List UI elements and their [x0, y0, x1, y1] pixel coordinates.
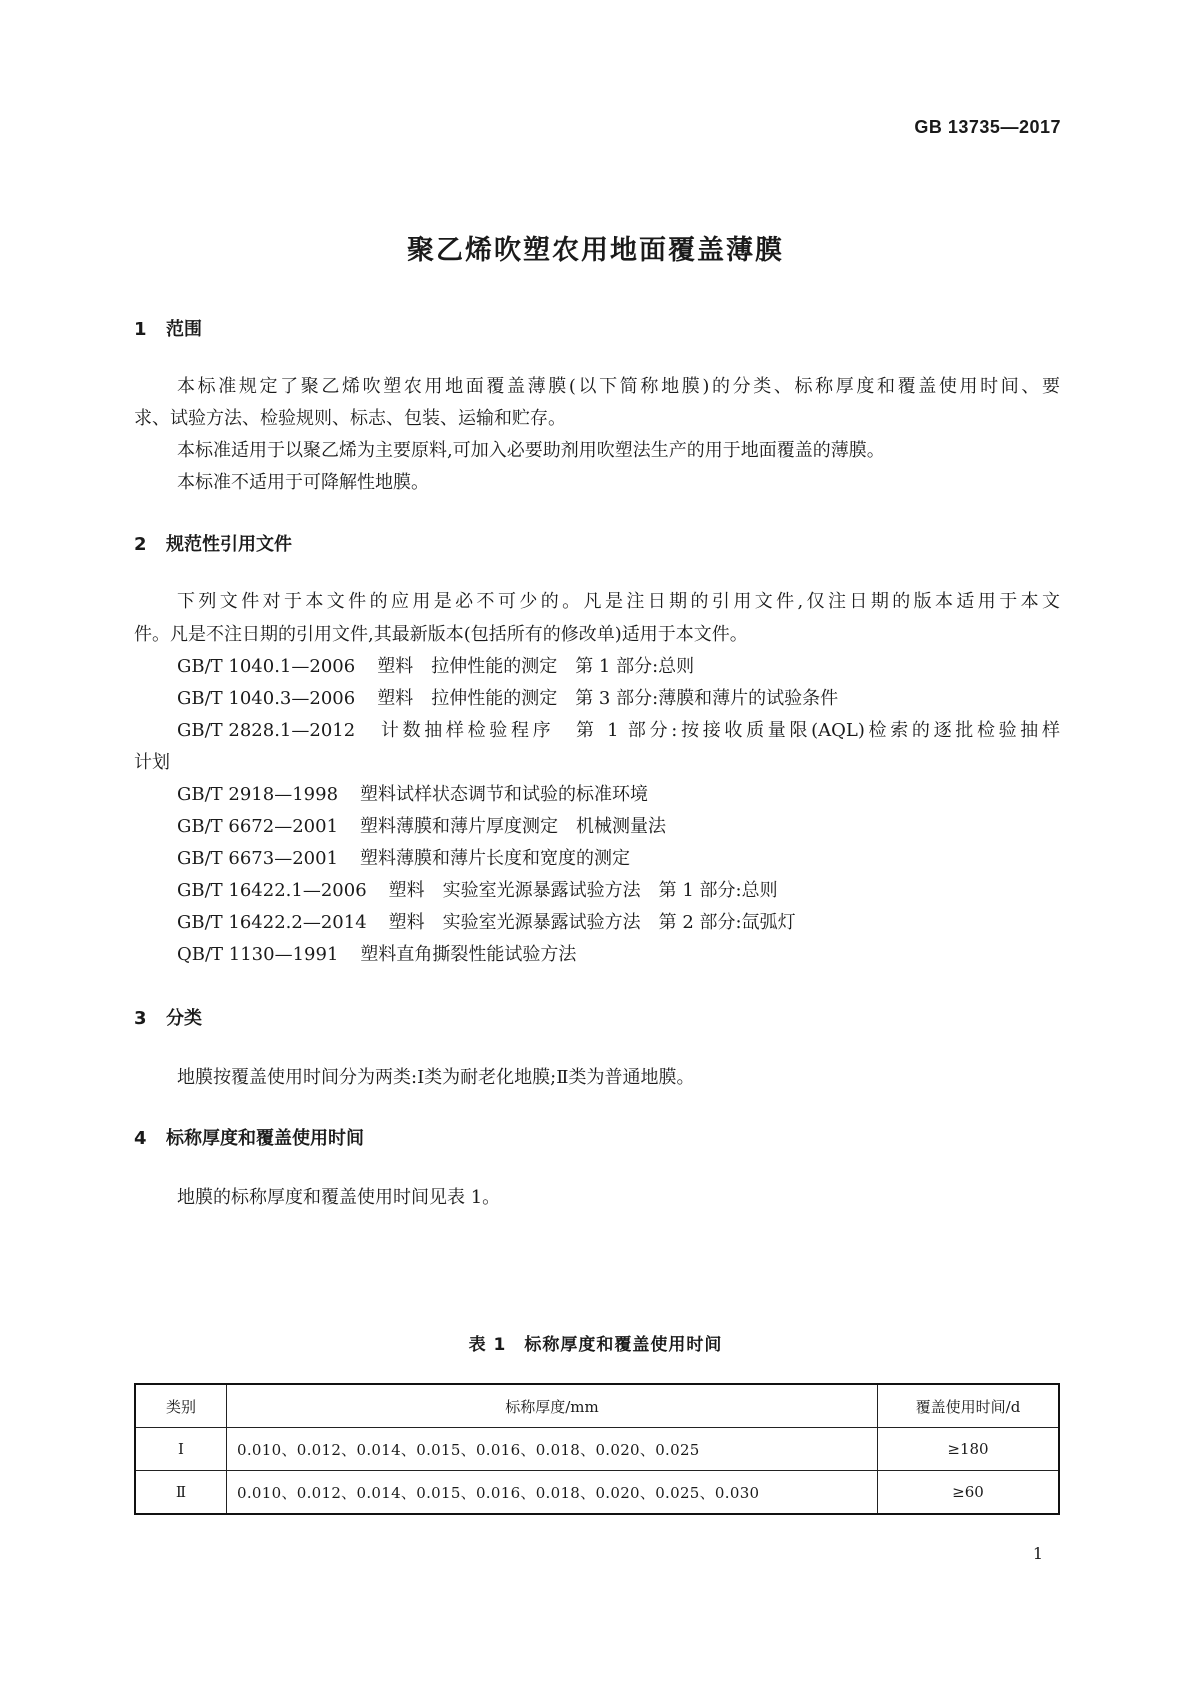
paragraph: 本标准适用于以聚乙烯为主要原料,可加入必要助剂用吹塑法生产的用于地面覆盖的薄膜。: [177, 440, 885, 461]
table-row: [135, 1471, 1059, 1515]
paragraph: 地膜按覆盖使用时间分为两类:Ⅰ类为耐老化地膜;Ⅱ类为普通地膜。: [177, 1067, 695, 1088]
reference-title: 塑料 拉伸性能的测定 第 1 部分:总则: [377, 656, 695, 677]
category-cell: Ⅰ: [135, 1428, 227, 1471]
reference-item: [177, 876, 778, 902]
table-row: [135, 1428, 1059, 1471]
standard-code: GB 13735—2017: [914, 117, 1061, 137]
reference-code: GB/T 2828.1—2012: [177, 720, 356, 741]
reference-code: GB/T 6673—2001: [177, 848, 339, 869]
thickness-table: [134, 1383, 1060, 1515]
paragraph: 地膜的标称厚度和覆盖使用时间见表 1。: [177, 1187, 501, 1208]
table-header-row: [135, 1384, 1059, 1428]
reference-title: 塑料 实验室光源暴露试验方法 第 1 部分:总则: [388, 880, 778, 901]
section-number: 3: [134, 1008, 147, 1029]
reference-title: 塑料试样状态调节和试验的标准环境: [360, 784, 649, 805]
reference-code: GB/T 1040.3—2006: [177, 688, 356, 709]
reference-item: [177, 716, 1060, 742]
reference-title: 塑料 拉伸性能的测定 第 3 部分:薄膜和薄片的试验条件: [377, 688, 839, 709]
time-cell: ≥180: [878, 1428, 1060, 1471]
reference-code: GB/T 2918—1998: [177, 784, 339, 805]
thickness-cell: 0.010、0.012、0.014、0.015、0.016、0.018、0.020、0.025: [227, 1428, 878, 1471]
section-number: 4: [134, 1128, 147, 1149]
reference-item: [177, 812, 666, 838]
reference-title: 塑料薄膜和薄片厚度测定 机械测量法: [360, 816, 667, 837]
reference-item: [177, 940, 576, 966]
reference-item: [177, 844, 630, 870]
reference-item: [177, 684, 838, 710]
thickness-cell: 0.010、0.012、0.014、0.015、0.016、0.018、0.020、0.025、0.030: [227, 1471, 878, 1515]
paragraph-line: 件。凡是不注日期的引用文件,其最新版本(包括所有的修改单)适用于本文件。: [134, 624, 748, 645]
paragraph-line: 求、试验方法、检验规则、标志、包装、运输和贮存。: [134, 408, 566, 429]
section-3-heading: [134, 1004, 202, 1030]
time-cell: ≥60: [878, 1471, 1060, 1515]
page-number: 1: [1032, 1544, 1043, 1563]
paragraph-line: 下列文件对于本文件的应用是必不可少的。凡是注日期的引用文件,仅注日期的版本适用于本文: [177, 591, 1060, 612]
reference-code: GB/T 16422.1—2006: [177, 880, 367, 901]
section-2-heading: [134, 530, 292, 556]
reference-title: 塑料薄膜和薄片长度和宽度的测定: [360, 848, 631, 869]
section-4-heading: [134, 1124, 364, 1150]
reference-title: 计数抽样检验程序 第 1 部分:按接收质量限(AQL)检索的逐批检验抽样: [377, 720, 1060, 741]
section-number: 1: [134, 319, 147, 340]
reference-item: [177, 908, 796, 934]
section-1-heading: [134, 315, 202, 341]
reference-item: [177, 780, 648, 806]
section-title: 范围: [166, 319, 202, 340]
paragraph: 本标准不适用于可降解性地膜。: [177, 472, 429, 493]
reference-code: GB/T 16422.2—2014: [177, 912, 367, 933]
reference-code: GB/T 6672—2001: [177, 816, 339, 837]
reference-item: [177, 652, 694, 678]
reference-code: GB/T 1040.1—2006: [177, 656, 356, 677]
table-caption: 表 1 标称厚度和覆盖使用时间: [468, 1335, 723, 1355]
section-number: 2: [134, 534, 147, 555]
reference-continuation: 计划: [134, 752, 170, 773]
paragraph-line: 本标准规定了聚乙烯吹塑农用地面覆盖薄膜(以下简称地膜)的分类、标称厚度和覆盖使用时间、要: [177, 376, 1060, 397]
column-header: 标称厚度/mm: [227, 1384, 878, 1428]
reference-title: 塑料 实验室光源暴露试验方法 第 2 部分:氙弧灯: [388, 912, 796, 933]
reference-title: 塑料直角撕裂性能试验方法: [360, 944, 577, 965]
section-title: 标称厚度和覆盖使用时间: [166, 1128, 364, 1149]
reference-code: QB/T 1130—1991: [177, 944, 339, 965]
document-title: 聚乙烯吹塑农用地面覆盖薄膜: [407, 235, 784, 266]
category-cell: Ⅱ: [135, 1471, 227, 1515]
section-title: 分类: [166, 1008, 202, 1029]
section-title: 规范性引用文件: [166, 534, 292, 555]
column-header: 覆盖使用时间/d: [878, 1384, 1060, 1428]
column-header: 类别: [135, 1384, 227, 1428]
